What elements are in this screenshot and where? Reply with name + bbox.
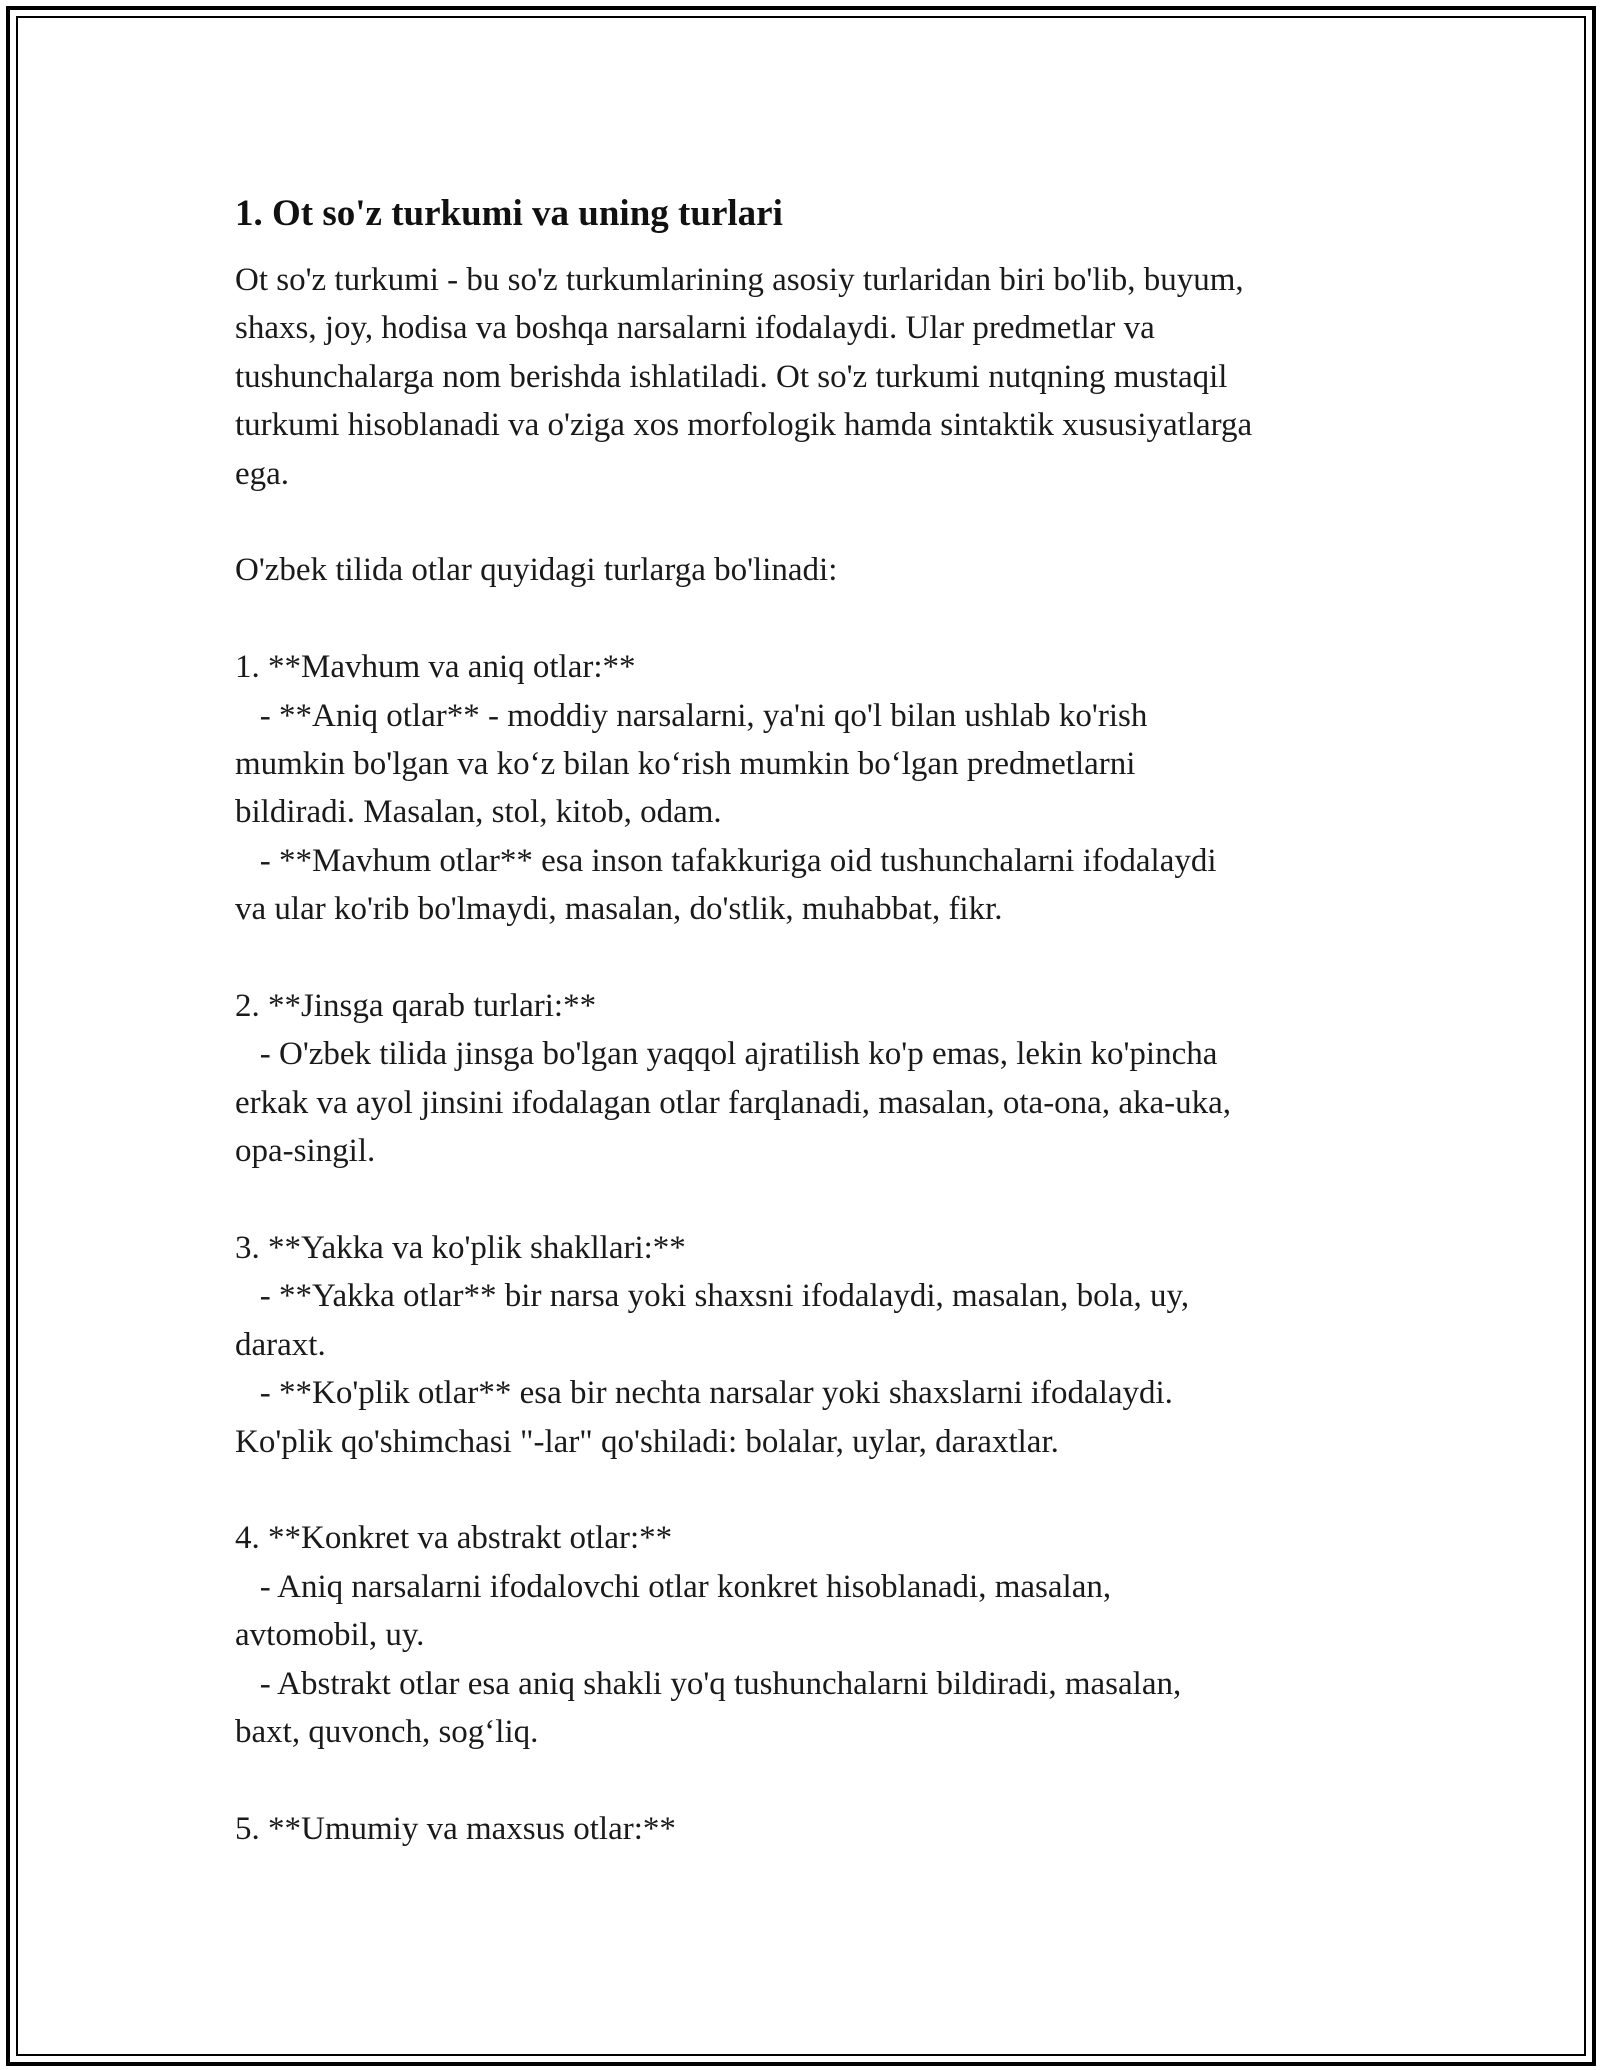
blank-line — [235, 595, 1385, 643]
text-line: Ko'plik qo'shimchasi "-lar" qo'shiladi: bolalar, uylar, daraxtlar. — [235, 1423, 1059, 1460]
blank-line — [235, 934, 1385, 982]
text-line: daraxt. — [235, 1326, 326, 1363]
text-line: 3. **Yakka va ko'plik shakllari:** — [235, 1230, 686, 1267]
text-line: - O'zbek tilida jinsga bo'lgan yaqqol ajratilish ko'p emas, lekin ko'pincha — [235, 1036, 1218, 1073]
text-line: - **Aniq otlar** - moddiy narsalarni, ya'ni qo'l bilan ushlab ko'rish — [235, 697, 1148, 734]
text-line: avtomobil, uy. — [235, 1617, 425, 1654]
text-line: Ot so'z turkumi - bu so'z turkumlarining asosiy turlaridan biri bo'lib, buyum, — [235, 262, 1244, 298]
text-line: 5. **Umumiy va maxsus otlar:** — [235, 1810, 676, 1847]
text-line: bildiradi. Masalan, stol, kitob, odam. — [235, 794, 722, 831]
text-line: 4. **Konkret va abstrakt otlar:** — [235, 1520, 673, 1557]
blank-line — [235, 1466, 1385, 1514]
text-line: va ular ko'rib bo'lmaydi, masalan, do'stlik, muhabbat, fikr. — [235, 891, 1003, 928]
text-line: - Abstrakt otlar esa aniq shakli yo'q tushunchalarni bildiradi, masalan, — [235, 1665, 1182, 1702]
text-line: ega. — [235, 455, 290, 492]
text-line: turkumi hisoblanadi va o'ziga xos morfologik hamda sintaktik xususiyatlarga — [235, 407, 1253, 444]
document-body — [235, 190, 1385, 1853]
text-line: 1. **Mavhum va aniq otlar:** — [235, 649, 636, 686]
blank-line — [235, 1176, 1385, 1224]
text-line: - **Yakka otlar** bir narsa yoki shaxsni ifodalaydi, masalan, bola, uy, — [235, 1278, 1190, 1315]
text-line: erkak va ayol jinsini ifodalagan otlar farqlanadi, masalan, ota-ona, aka-uka, — [235, 1084, 1232, 1121]
text-line: mumkin bo'lgan va ko‘z bilan ko‘rish mumkin bo‘lgan predmetlarni — [235, 746, 1136, 783]
blank-line — [235, 498, 1385, 546]
document-title: 1. Ot so'z turkumi va uning turlari — [235, 193, 783, 234]
document-text — [235, 256, 1385, 1853]
blank-line — [235, 1757, 1385, 1805]
text-line: tushunchalarga nom berishda ishlatiladi. Ot so'z turkumi nutqning mustaqil — [235, 358, 1228, 395]
text-line: baxt, quvonch, sog‘liq. — [235, 1714, 539, 1751]
text-line: O'zbek tilida otlar quyidagi turlarga bo'linadi: — [235, 552, 838, 589]
text-line: - **Ko'plik otlar** esa bir nechta narsalar yoki shaxslarni ifodalaydi. — [235, 1375, 1173, 1412]
text-line: - **Mavhum otlar** esa inson tafakkuriga oid tushunchalarni ifodalaydi — [235, 842, 1217, 879]
text-line: 2. **Jinsga qarab turlari:** — [235, 988, 597, 1025]
text-line: opa-singil. — [235, 1133, 376, 1170]
text-line: shaxs, joy, hodisa va boshqa narsalarni ifodalaydi. Ular predmetlar va — [235, 310, 1155, 347]
text-line: - Aniq narsalarni ifodalovchi otlar konkret hisoblanadi, masalan, — [235, 1568, 1112, 1605]
